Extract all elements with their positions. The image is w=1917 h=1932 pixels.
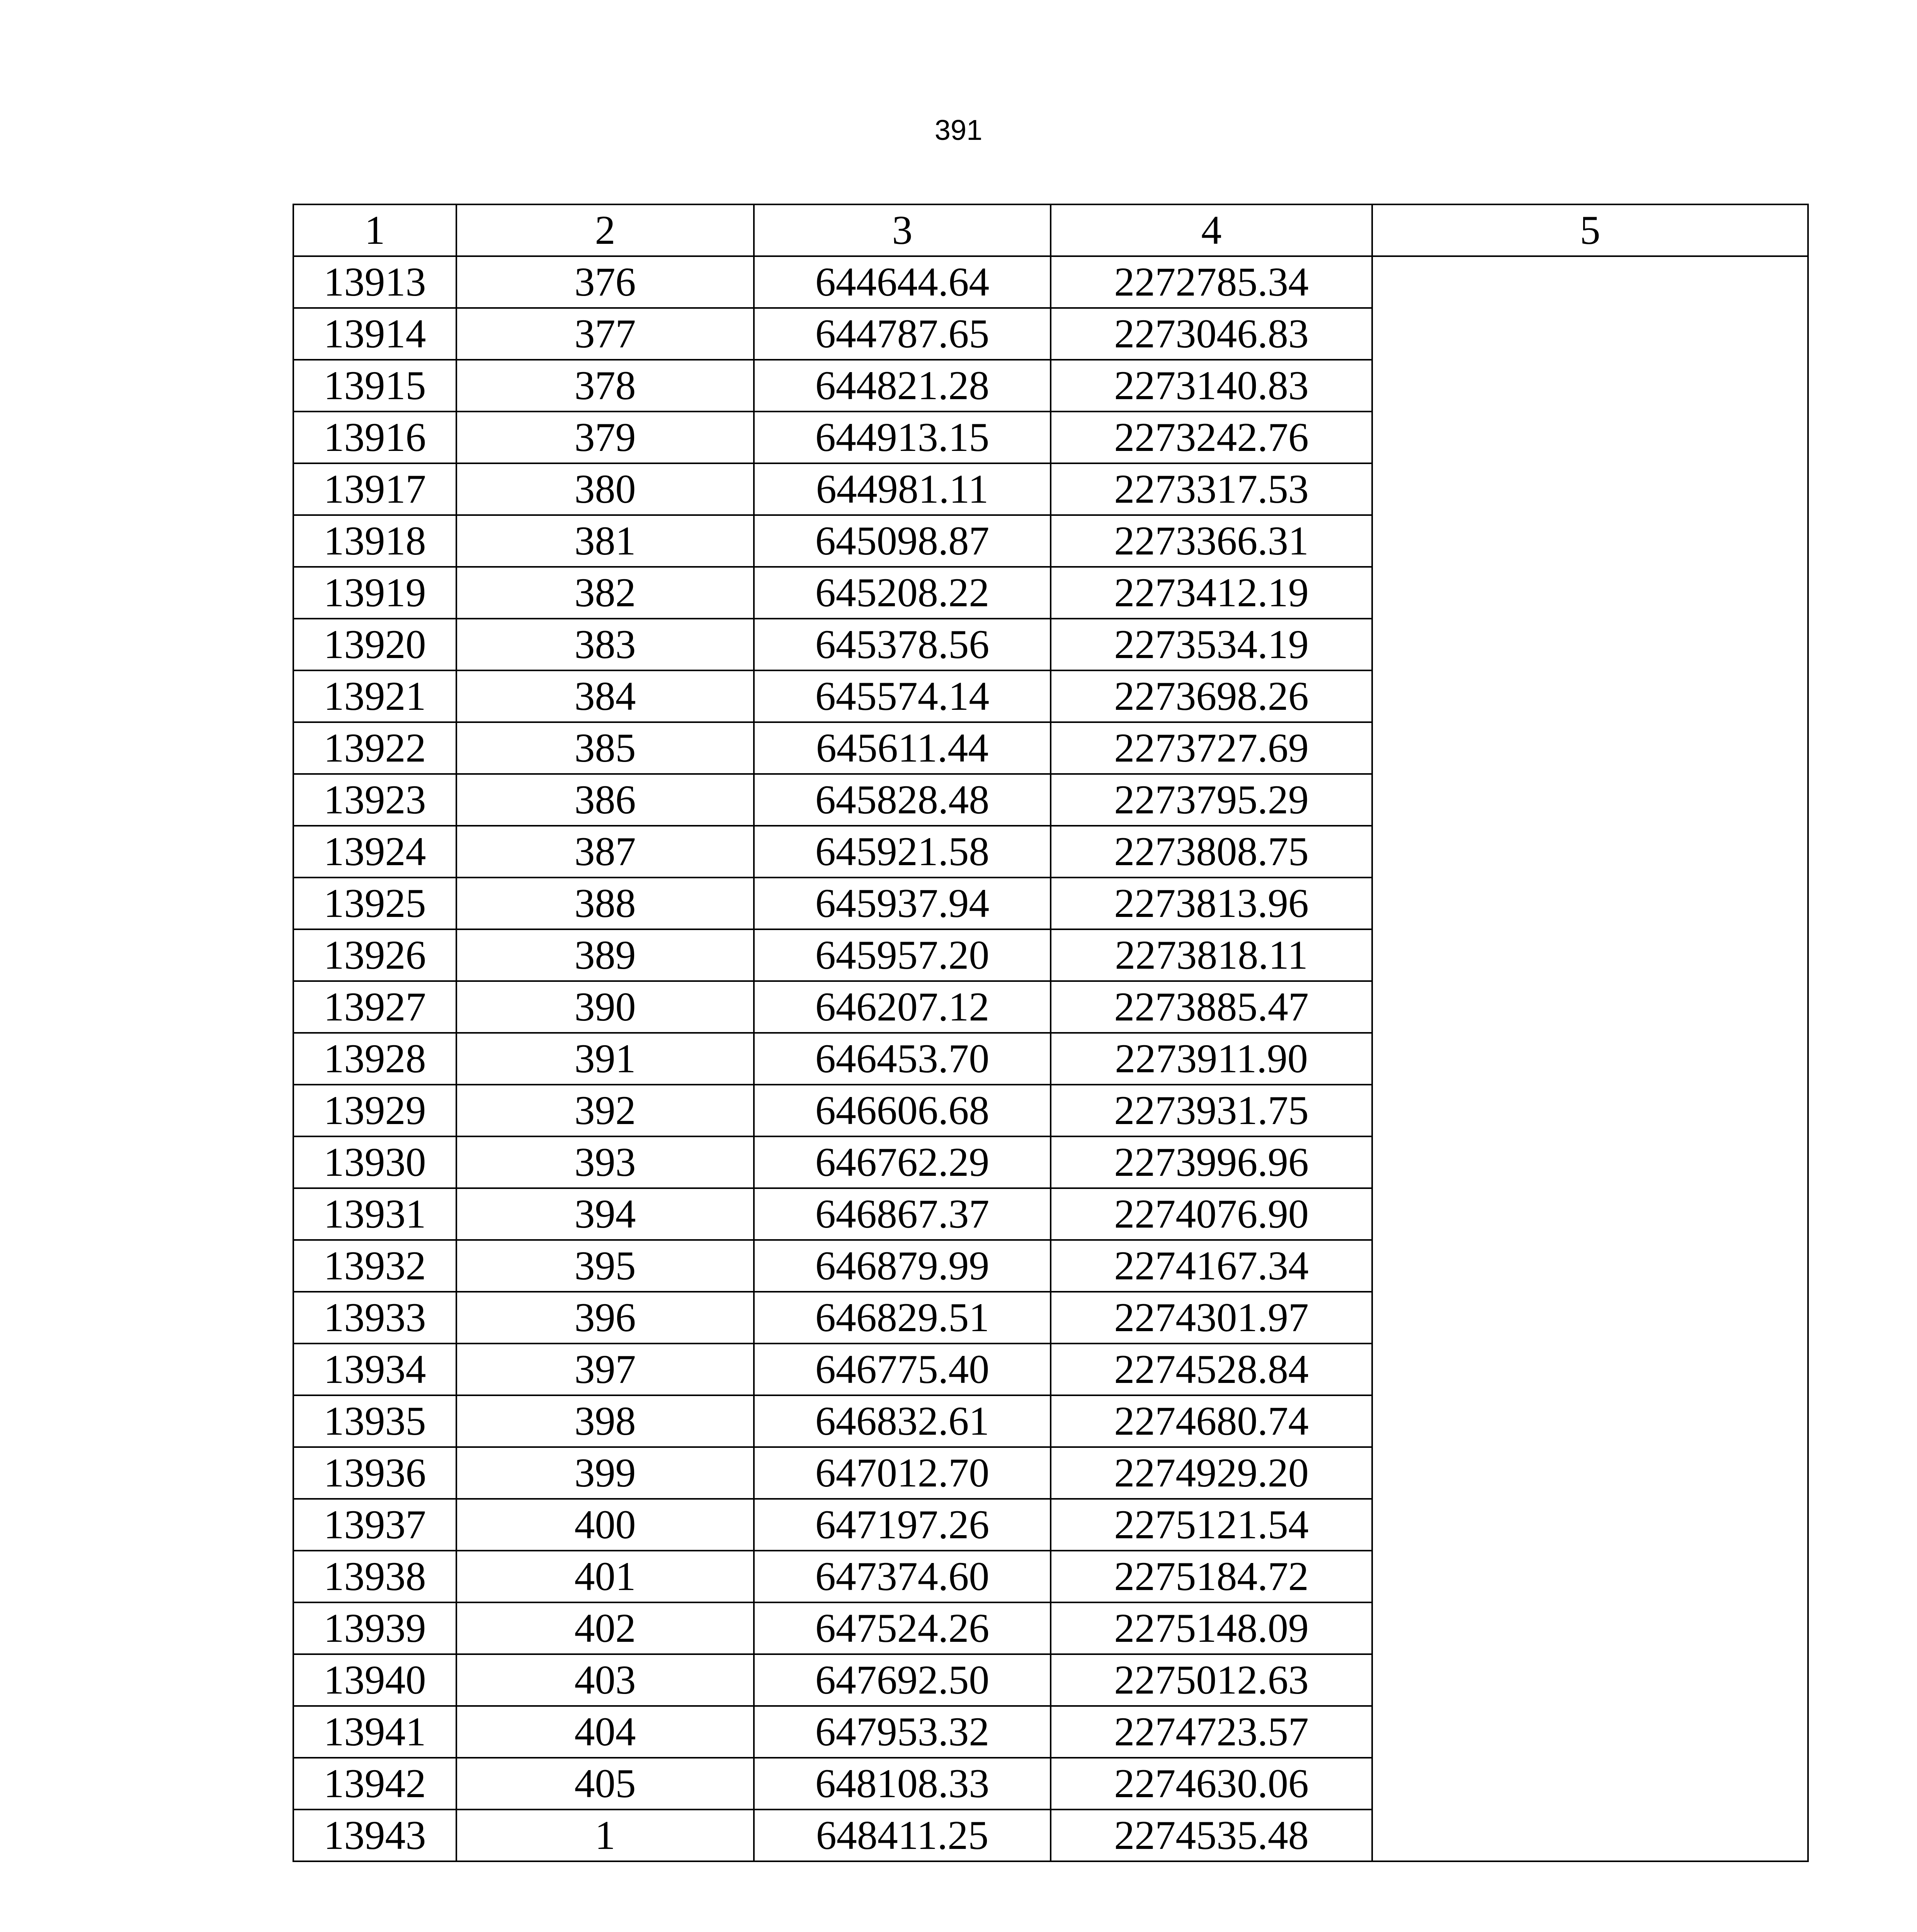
table-cell: 13931 [293, 1188, 456, 1240]
table-cell: 2274680.74 [1051, 1395, 1372, 1447]
table-cell: 647524.26 [754, 1602, 1051, 1654]
table-cell: 13930 [293, 1136, 456, 1188]
table-cell: 2273996.96 [1051, 1136, 1372, 1188]
table-cell: 13926 [293, 929, 456, 981]
table-cell: 2273727.69 [1051, 722, 1372, 774]
table-cell: 386 [456, 774, 754, 826]
empty-column-5-cell [1372, 256, 1808, 1861]
table-cell: 13923 [293, 774, 456, 826]
table-cell: 644981.11 [754, 463, 1051, 515]
table-cell: 645378.56 [754, 619, 1051, 670]
table-cell: 13938 [293, 1551, 456, 1602]
table-cell: 13929 [293, 1085, 456, 1136]
table-cell: 392 [456, 1085, 754, 1136]
table-row [293, 256, 1808, 308]
table-cell: 390 [456, 981, 754, 1033]
table-cell: 645937.94 [754, 878, 1051, 929]
table-cell: 647012.70 [754, 1447, 1051, 1499]
table-cell: 2273885.47 [1051, 981, 1372, 1033]
table-cell: 394 [456, 1188, 754, 1240]
table-cell: 2273911.90 [1051, 1033, 1372, 1085]
table-cell: 2273808.75 [1051, 826, 1372, 878]
table-cell: 13917 [293, 463, 456, 515]
table-cell: 13940 [293, 1654, 456, 1706]
table-cell: 645828.48 [754, 774, 1051, 826]
table-cell: 2274723.57 [1051, 1706, 1372, 1758]
table-cell: 403 [456, 1654, 754, 1706]
table-cell: 389 [456, 929, 754, 981]
table-cell: 2274528.84 [1051, 1344, 1372, 1395]
table-cell: 396 [456, 1292, 754, 1344]
column-header: 5 [1372, 204, 1808, 256]
column-header: 2 [456, 204, 754, 256]
table-cell: 13916 [293, 412, 456, 463]
table-cell: 2275121.54 [1051, 1499, 1372, 1551]
table-cell: 646775.40 [754, 1344, 1051, 1395]
table-cell: 2273366.31 [1051, 515, 1372, 567]
table-cell: 13913 [293, 256, 456, 308]
table-cell: 644821.28 [754, 360, 1051, 412]
table-cell: 2273317.53 [1051, 463, 1372, 515]
table-cell: 645574.14 [754, 670, 1051, 722]
table-cell: 2274076.90 [1051, 1188, 1372, 1240]
table-cell: 646606.68 [754, 1085, 1051, 1136]
table-cell: 2273534.19 [1051, 619, 1372, 670]
table-cell: 381 [456, 515, 754, 567]
table-cell: 378 [456, 360, 754, 412]
table-cell: 13927 [293, 981, 456, 1033]
table-cell: 13924 [293, 826, 456, 878]
table-cell: 393 [456, 1136, 754, 1188]
table-cell: 2273140.83 [1051, 360, 1372, 412]
table-cell: 2273795.29 [1051, 774, 1372, 826]
table-cell: 646453.70 [754, 1033, 1051, 1085]
table-cell: 13928 [293, 1033, 456, 1085]
table-cell: 13918 [293, 515, 456, 567]
table-cell: 13939 [293, 1602, 456, 1654]
table-cell: 13914 [293, 308, 456, 360]
table-cell: 2274929.20 [1051, 1447, 1372, 1499]
table-cell: 377 [456, 308, 754, 360]
table-cell: 648108.33 [754, 1758, 1051, 1810]
table-cell: 405 [456, 1758, 754, 1810]
table-cell: 646867.37 [754, 1188, 1051, 1240]
column-header: 4 [1051, 204, 1372, 256]
table-cell: 647374.60 [754, 1551, 1051, 1602]
table-cell: 645957.20 [754, 929, 1051, 981]
table-cell: 645921.58 [754, 826, 1051, 878]
table-cell: 2274301.97 [1051, 1292, 1372, 1344]
table-cell: 13936 [293, 1447, 456, 1499]
table-cell: 384 [456, 670, 754, 722]
column-header: 3 [754, 204, 1051, 256]
table-cell: 388 [456, 878, 754, 929]
column-header: 1 [293, 204, 456, 256]
table-cell: 380 [456, 463, 754, 515]
table-cell: 13941 [293, 1706, 456, 1758]
table-cell: 13919 [293, 567, 456, 619]
table-cell: 391 [456, 1033, 754, 1085]
table-cell: 379 [456, 412, 754, 463]
table-cell: 645208.22 [754, 567, 1051, 619]
table-cell: 2273242.76 [1051, 412, 1372, 463]
table-cell: 400 [456, 1499, 754, 1551]
table-cell: 13915 [293, 360, 456, 412]
table-cell: 397 [456, 1344, 754, 1395]
table-cell: 2273412.19 [1051, 567, 1372, 619]
table-cell: 402 [456, 1602, 754, 1654]
table-cell: 2273931.75 [1051, 1085, 1372, 1136]
table-cell: 399 [456, 1447, 754, 1499]
table-cell: 2275012.63 [1051, 1654, 1372, 1706]
table-cell: 385 [456, 722, 754, 774]
table-cell: 644913.15 [754, 412, 1051, 463]
table-cell: 13932 [293, 1240, 456, 1292]
table-cell: 2272785.34 [1051, 256, 1372, 308]
table-cell: 2273818.11 [1051, 929, 1372, 981]
table-cell: 2274167.34 [1051, 1240, 1372, 1292]
table-cell: 2273698.26 [1051, 670, 1372, 722]
table-cell: 2274630.06 [1051, 1758, 1372, 1810]
table-cell: 646207.12 [754, 981, 1051, 1033]
table-cell: 2275184.72 [1051, 1551, 1372, 1602]
table-cell: 13933 [293, 1292, 456, 1344]
table-cell: 13937 [293, 1499, 456, 1551]
table-cell: 13935 [293, 1395, 456, 1447]
table-cell: 646762.29 [754, 1136, 1051, 1188]
table-cell: 13943 [293, 1810, 456, 1861]
table-cell: 383 [456, 619, 754, 670]
table-cell: 647692.50 [754, 1654, 1051, 1706]
coordinates-table [293, 204, 1809, 1862]
table-cell: 398 [456, 1395, 754, 1447]
table-cell: 647953.32 [754, 1706, 1051, 1758]
table-cell: 645098.87 [754, 515, 1051, 567]
table-cell: 645611.44 [754, 722, 1051, 774]
table-cell: 647197.26 [754, 1499, 1051, 1551]
table-cell: 644644.64 [754, 256, 1051, 308]
table-cell: 646879.99 [754, 1240, 1051, 1292]
table-cell: 2273813.96 [1051, 878, 1372, 929]
table-cell: 404 [456, 1706, 754, 1758]
table-cell: 395 [456, 1240, 754, 1292]
table-cell: 387 [456, 826, 754, 878]
table-cell: 13942 [293, 1758, 456, 1810]
table-cell: 376 [456, 256, 754, 308]
table-body [293, 256, 1808, 1861]
table-cell: 646832.61 [754, 1395, 1051, 1447]
table-cell: 2274535.48 [1051, 1810, 1372, 1861]
table-cell: 13925 [293, 878, 456, 929]
table-cell: 13920 [293, 619, 456, 670]
table-cell: 13922 [293, 722, 456, 774]
table-cell: 648411.25 [754, 1810, 1051, 1861]
table-cell: 646829.51 [754, 1292, 1051, 1344]
table-cell: 382 [456, 567, 754, 619]
table-cell: 644787.65 [754, 308, 1051, 360]
table-cell: 1 [456, 1810, 754, 1861]
table-cell: 401 [456, 1551, 754, 1602]
table-cell: 2273046.83 [1051, 308, 1372, 360]
page-number: 391 [934, 114, 983, 146]
table-cell: 13921 [293, 670, 456, 722]
table-cell: 13934 [293, 1344, 456, 1395]
table-cell: 2275148.09 [1051, 1602, 1372, 1654]
table-header-row [293, 204, 1808, 256]
